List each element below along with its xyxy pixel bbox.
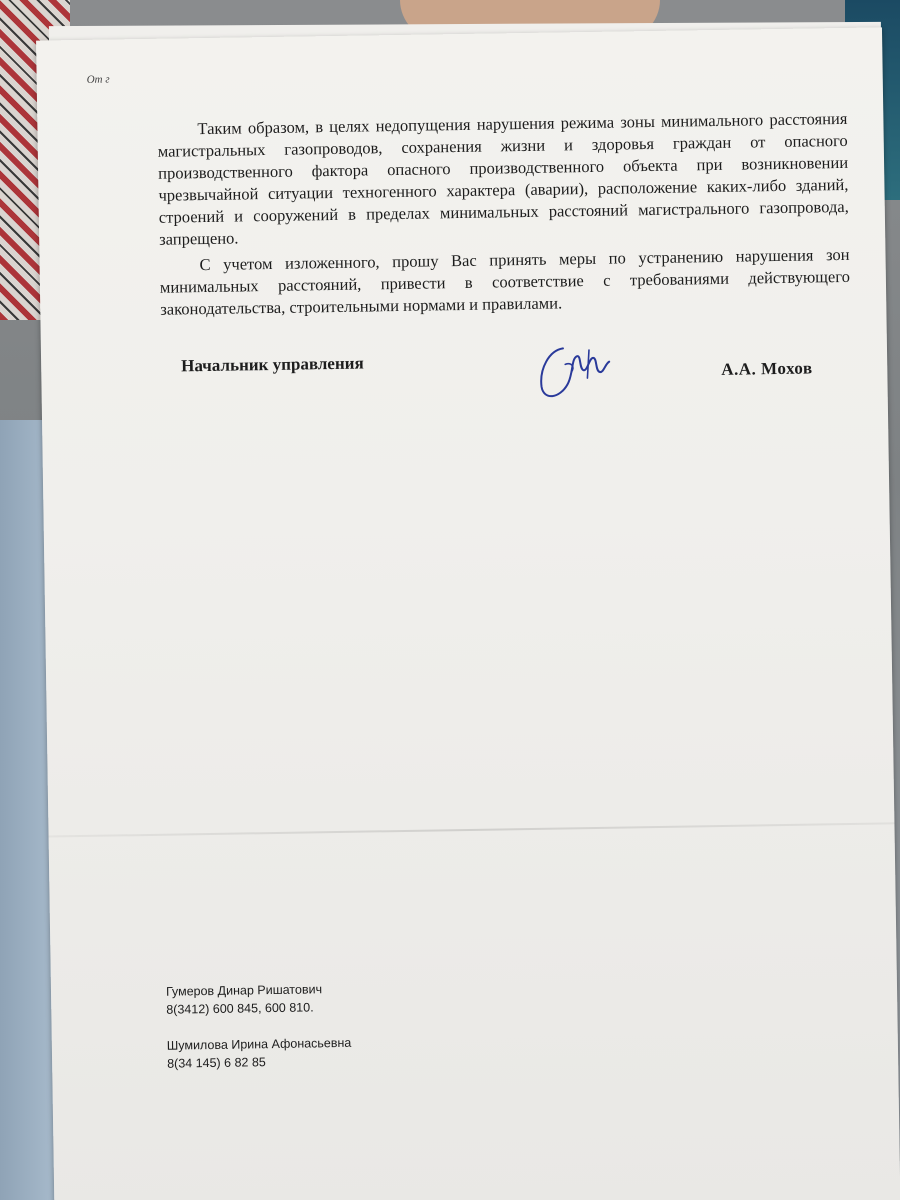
contact-entry	[167, 1034, 352, 1073]
contact-phone: 8(3412) 600 845, 600 810.	[166, 1000, 314, 1017]
contacts-block	[166, 980, 352, 1091]
contact-entry	[166, 980, 351, 1019]
signature-icon	[519, 328, 620, 410]
signer-name: А.А. Мохов	[721, 358, 813, 379]
contact-name: Шумилова Ирина Афонасьевна	[166, 1035, 352, 1053]
body-paragraph: С учетом изложенного, прошу Вас принять меры по устранению нарушения зон минимальных расстояний, привести в соответствие с требованиями действующего законодательства, строительными нормами и правилами.	[159, 244, 851, 319]
paper-fold-line	[49, 822, 895, 837]
contact-phone: 8(34 145) 6 82 85	[167, 1055, 266, 1071]
signer-title: Начальник управления	[181, 353, 364, 376]
corner-mark: От г	[86, 73, 110, 86]
document-page	[36, 27, 900, 1200]
contact-name: Гумеров Динар Ришатович	[165, 982, 323, 999]
body-paragraph: Таким образом, в целях недопущения нарушения режима зоны минимального расстояния магистральных газопроводов, сохранения жизни и здоровья граждан от опасного производственного фактора опасного производственного объекта при возникновении чрезвычайной ситуации техногенного характера (аварии), расположение каких-либо зданий, строений и сооружений в пределах минимальных расстояний магистрального газопровода, запрещено.	[157, 108, 849, 249]
